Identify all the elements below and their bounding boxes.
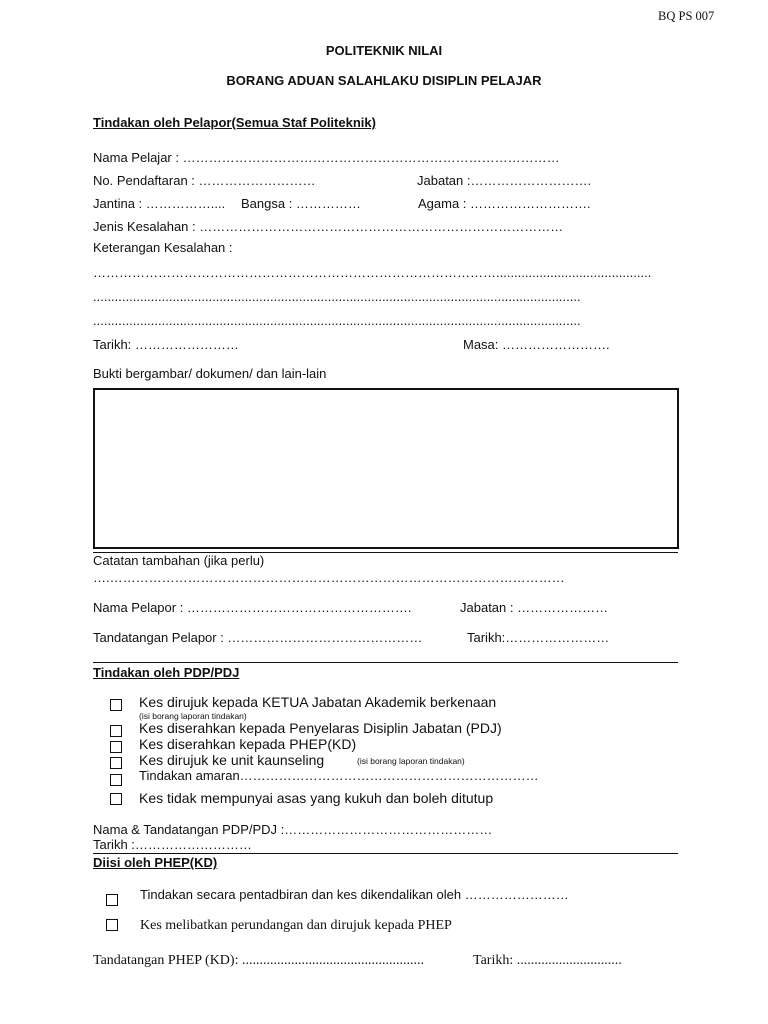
phep-date-field[interactable]: Tarikh: ..............................	[473, 953, 622, 968]
checkbox-refer-head-department[interactable]	[110, 699, 122, 711]
date-field[interactable]: Tarikh: ……………………	[93, 337, 239, 352]
checkbox-case-closed[interactable]	[110, 793, 122, 805]
pdp-date-field[interactable]: Tarikh :………………………	[93, 837, 252, 852]
option-counseling: Kes dirujuk ke unit kaunseling	[139, 752, 325, 768]
option-refer-head-department: Kes dirujuk kepada KETUA Jabatan Akademik berkenaan	[139, 694, 497, 710]
offense-description-line-1[interactable]: …………………………………………………………………………………...........................................	[93, 265, 652, 280]
option-note: (isi borang laporan tindakan)	[139, 711, 247, 721]
checkbox-administrative-action[interactable]	[106, 894, 118, 906]
option-refer-pdj: Kes diserahkan kepada Penyelaras Disiplin Jabatan (PDJ)	[139, 720, 502, 736]
reporter-date-field[interactable]: Tarikh:……………………	[467, 630, 610, 645]
offense-description-line-2[interactable]: .......................................................................................................................................	[93, 289, 581, 304]
pdp-name-signature-field[interactable]: Nama & Tandatangan PDP/PDJ :…………………………………………	[93, 822, 493, 837]
gender-field[interactable]: Jantina : ……………....	[93, 196, 226, 211]
document-code: BQ PS 007	[658, 9, 715, 23]
checkbox-counseling[interactable]	[110, 757, 122, 769]
reporter-name-field[interactable]: Nama Pelapor : …………………………………………….	[93, 600, 412, 615]
evidence-label: Bukti bergambar/ dokumen/ dan lain-lain	[93, 366, 327, 381]
form-title: BORANG ADUAN SALAHLAKU DISIPLIN PELAJAR	[226, 73, 542, 88]
checkbox-refer-phep[interactable]	[110, 741, 122, 753]
checkbox-refer-pdj[interactable]	[110, 725, 122, 737]
additional-notes-label: Catatan tambahan (jika perlu)	[93, 553, 265, 568]
time-field[interactable]: Masa: …………………….	[463, 337, 610, 352]
race-field[interactable]: Bangsa : ……………	[241, 196, 361, 211]
section-pdp-heading: Tindakan oleh PDP/PDJ	[93, 665, 240, 680]
option-warning: Tindakan amaran……………………………………………………………	[139, 768, 539, 783]
section-reporter-heading: Tindakan oleh Pelapor(Semua Staf Politeknik)	[93, 115, 376, 130]
department-field[interactable]: Jabatan :……………………….	[417, 173, 592, 188]
option-note: (isi borang laporan tindakan)	[357, 756, 465, 766]
reporter-department-field[interactable]: Jabatan : …………………	[460, 600, 609, 615]
checkbox-warning[interactable]	[110, 774, 122, 786]
reporter-signature-field[interactable]: Tandatangan Pelapor : ………………………………………	[93, 630, 423, 645]
option-case-closed: Kes tidak mempunyai asas yang kukuh dan boleh ditutup	[139, 790, 494, 806]
student-name-field[interactable]: Nama Pelajar : ……………………………………………………………………………	[93, 150, 560, 165]
religion-field[interactable]: Agama : ……………………….	[418, 196, 591, 211]
phep-signature-field[interactable]: Tandatangan PHEP (KD): ....................................................	[93, 953, 424, 968]
divider-line	[93, 853, 678, 854]
registration-number-field[interactable]: No. Pendaftaran : ………………………	[93, 173, 316, 188]
option-administrative-action: Tindakan secara pentadbiran dan kes dikendalikan oleh ……………………	[140, 887, 569, 902]
evidence-box[interactable]	[93, 388, 679, 549]
institution-name: POLITEKNIK NILAI	[325, 43, 443, 58]
offense-type-field[interactable]: Jenis Kesalahan : …………………………………………………………………………	[93, 219, 564, 234]
option-refer-phep: Kes diserahkan kepada PHEP(KD)	[139, 736, 357, 752]
section-phep-heading: Diisi oleh PHEP(KD)	[93, 855, 218, 870]
checkbox-legal-referral[interactable]	[106, 919, 118, 931]
offense-description-label: Keterangan Kesalahan :	[93, 240, 233, 255]
divider-line	[93, 662, 678, 663]
option-legal-referral: Kes melibatkan perundangan dan dirujuk kepada PHEP	[140, 918, 452, 933]
additional-notes-line[interactable]: ….……………………………………………………………………………………………	[93, 570, 565, 585]
offense-description-line-3[interactable]: .......................................................................................................................................	[93, 313, 581, 328]
